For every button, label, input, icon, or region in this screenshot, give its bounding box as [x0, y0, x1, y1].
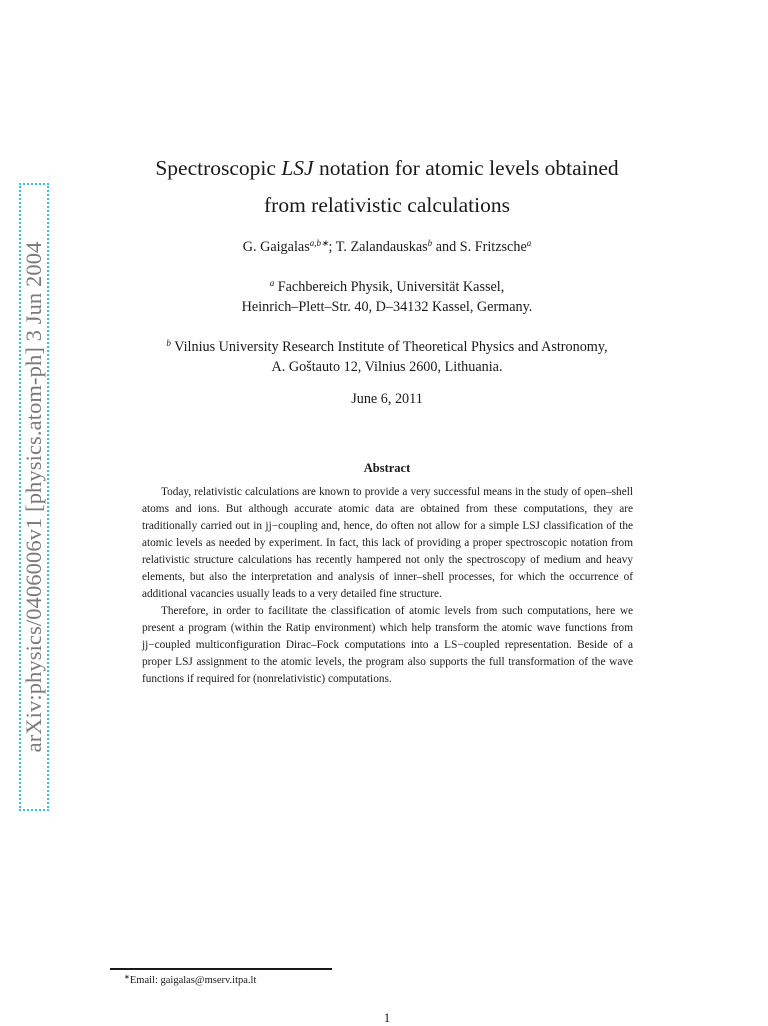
affiliation-a-line-2: Heinrich–Plett–Str. 40, D–34132 Kassel, Germany.	[241, 299, 533, 315]
abstract-body	[142, 484, 633, 688]
author-gaigalas-affil: a,b∗	[309, 238, 329, 248]
footnote-rule	[110, 968, 332, 970]
title-lsj: LSJ	[281, 156, 314, 180]
title-suffix: notation for atomic levels obtained	[313, 156, 619, 180]
footnote-text[interactable]: Email: gaigalas@mserv.itpa.lt	[129, 975, 257, 986]
author-zalandauskas-affil: b	[427, 238, 433, 248]
arxiv-identifier[interactable]: arXiv:physics/0406006v1 [physics.atom-ph] 3 Jun 2004	[21, 241, 46, 753]
affiliation-a-name: Fachbereich Physik, Universität Kassel,	[274, 279, 505, 295]
author-list	[120, 238, 654, 256]
affiliation-b-name: Vilnius University Research Institute of Theoretical Physics and Astronomy,	[170, 339, 608, 355]
abstract-paragraph-2: Therefore, in order to facilitate the classification of atomic levels from such computations, here we present a program (within the Ratip environment) which help transform the atomic wave functions from jj−coupled multiconfiguration Dirac–Fock computations into a LS−coupled representation. Beside of a proper LSJ assignment to the atomic levels, the program also supports the full transformation of the wave functions if required for (nonrelativistic) computations.	[142, 605, 633, 685]
affiliation-b-line-1	[120, 338, 654, 356]
affiliation-b-mark: b	[166, 338, 171, 348]
abstract-paragraph-1: Today, relativistic calculations are known to provide a very successful means in the study of open–shell atoms and ions. But although accurate atomic data are obtained from these computations, they are traditionally carried out in jj−coupling and, hence, do often not allow for a simple LSJ classification of the atomic levels as needed by experiment. In fact, this lack of providing a proper spectroscopic notation from relativistic structure calculations has recently hampered not only the spectroscopy of medium and heavy elements, but also the interpretation and analysis of inner–shell processes, for which the occurrence of additional vacancies usually leads to a very detailed fine structure.	[142, 486, 633, 600]
page-number: 1	[383, 1010, 391, 1025]
footnote-email	[124, 973, 256, 986]
title-prefix: Spectroscopic	[155, 156, 282, 180]
paper-date: June 6, 2011	[351, 391, 423, 407]
author-fritzsche: and S. Fritzsche	[432, 239, 527, 255]
footnote-mark: ∗	[124, 973, 130, 981]
abstract-heading: Abstract	[363, 461, 411, 475]
author-fritzsche-affil: a	[526, 238, 532, 248]
author-gaigalas: G. Gaigalas	[242, 239, 310, 255]
affiliation-a-mark: a	[269, 278, 275, 288]
affiliation-a-line-1	[120, 278, 654, 296]
author-zalandauskas: ; T. Zalandauskas	[328, 239, 428, 255]
paper-title-line-1	[120, 156, 654, 181]
paper-title-line-2: from relativistic calculations	[264, 193, 510, 217]
affiliation-b-line-2: A. Goštauto 12, Vilnius 2600, Lithuania.	[271, 359, 503, 375]
